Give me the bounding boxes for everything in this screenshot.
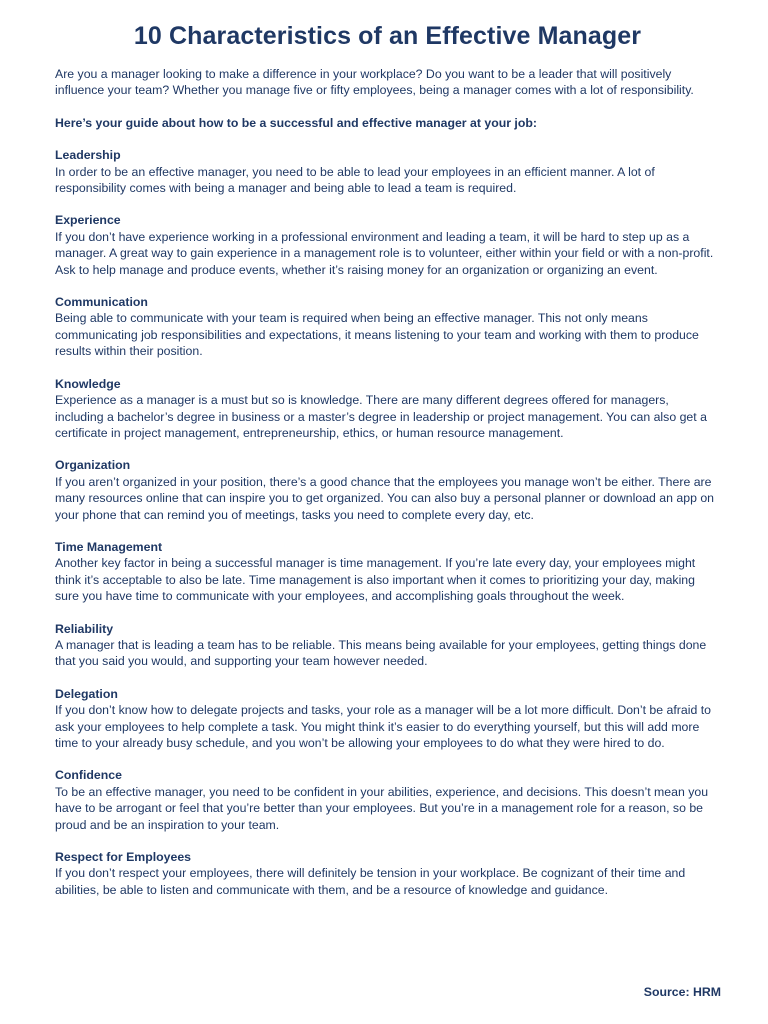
section-body: Experience as a manager is a must but so is knowledge. There are many different degrees offered for managers, including a bachelor’s degree in business or a master’s degree in leadership or project management. You can also get a certificate in project management, entrepreneurship, ethics, or human resource management. [55,393,707,440]
guide-line: Here’s your guide about how to be a successful and effective manager at your job: [55,115,537,130]
section-heading: Organization [55,458,131,473]
section-knowledge [55,376,720,442]
section-leadership [55,147,720,196]
source-credit: Source: HRM [643,985,721,999]
section-communication [55,294,720,360]
section-time-management [55,539,720,605]
section-delegation [55,686,720,752]
section-body: If you don’t know how to delegate projects and tasks, your role as a manager will be a lot more difficult. Don’t be afraid to ask your employees to help complete a task. You might think it’s easier to do everything yourself, but this will add more time to your already busy schedule, and you won’t be allowing your employees to do what they were hired to do. [55,703,711,750]
section-body: To be an effective manager, you need to be confident in your abilities, experience, and decisions. This doesn’t mean you have to be arrogant or feel that you’re better than your employees. But you’re in a management role for a reason, so be proud and be an inspiration to your team. [55,784,709,832]
section-heading: Leadership [55,148,121,163]
section-heading: Communication [55,295,148,310]
section-respect-for-employees [55,849,720,898]
section-body: If you don’t respect your employees, there will definitely be tension in your workplace. Be cognizant of their time and abilities, be able to listen and communicate with them, and be a resource of knowledge and guidance. [55,866,686,897]
section-heading: Time Management [55,539,163,554]
section-organization [55,457,720,523]
section-reliability [55,621,720,670]
section-body: Another key factor in being a successful manager is time management. If you’re late every day, your employees might think it’s acceptable to also be late. Time management is also important when it comes to prioritizing your day, making sure you have time to communicate with your employees, and accomplishing goals throughout the week. [55,556,696,604]
intro-paragraph: Are you a manager looking to make a difference in your workplace? Do you want to be a leader that will positively influence your team? Whether you manage five or fifty employees, being a manager comes with a lot of responsibility. [55,67,694,98]
section-body: A manager that is leading a team has to be reliable. This means being available for your employees, getting things done that you said you would, and supporting your team however needed. [55,637,707,669]
section-heading: Reliability [55,621,114,636]
section-heading: Respect for Employees [55,850,191,865]
section-body: If you aren’t organized in your position, there’s a good chance that the employees you manage won’t be either. There are many resources online that can inspire you to get organized. You can also buy a personal planner or download an app on your phone that can remind you of meetings, tasks you need to complete every day, etc. [55,474,715,522]
page-title: 10 Characteristics of an Effective Manager [133,22,642,50]
section-body: Being able to communicate with your team is required when being an effective manager. This not only means communicating job responsibilities and expectations, it means listening to your team and working with them to produce results within their position. [55,311,699,359]
section-experience [55,212,720,278]
section-heading: Knowledge [55,376,121,391]
section-body: In order to be an effective manager, you need to be able to lead your employees in an efficient manner. A lot of responsibility comes with being a manager and being able to lead a team is required. [55,164,655,196]
section-confidence [55,767,720,833]
section-heading: Experience [55,213,121,228]
section-heading: Confidence [55,768,122,783]
section-heading: Delegation [55,686,118,701]
section-body: If you don’t have experience working in a professional environment and leading a team, it will be hard to step up as a manager. A great way to gain experience in a management role is to volunteer, either within your field or with a non-profit. Ask to help manage and produce events, whether it’s raising money for an organization or organizing an event. [55,229,714,277]
